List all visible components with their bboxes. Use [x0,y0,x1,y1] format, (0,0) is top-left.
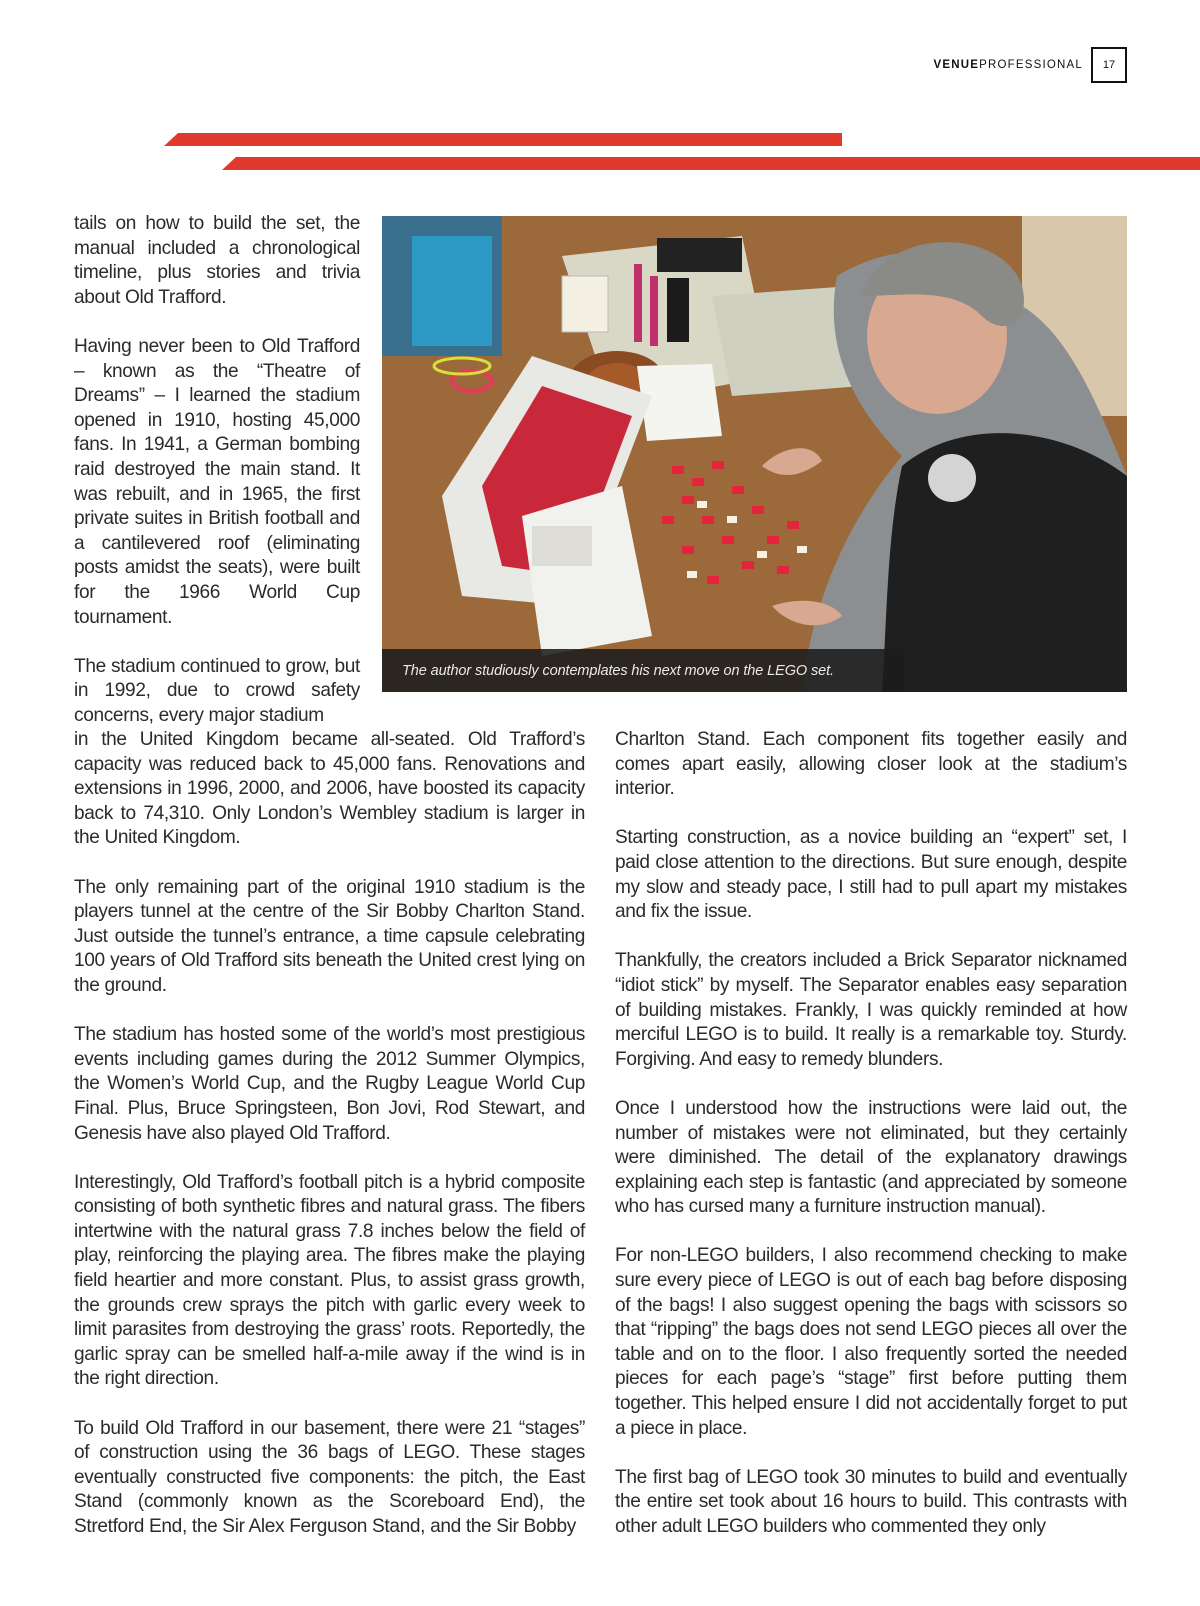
paragraph: The first bag of LEGO took 30 minutes to build and eventually the entire set took about 16 hours to build. This contrasts with other adult LEGO builders who commented they only [615,1466,1127,1537]
lego-building-photo [382,216,1127,692]
paragraph: The stadium has hosted some of the world’s most prestigious events including games during the 2012 Summer Olympics, the Women’s World Cup, and the Rugby League World Cup Final. Plus, Bruce Springsteen, Bon Jovi, Rod Stewart, and Genesis have also played Old Trafford. [74,1024,585,1144]
article-photo [382,216,1127,692]
paragraph: For non-LEGO builders, I also recommend checking to make sure every piece of LEGO is out of each bag before disposing of the bags! I also suggest opening the bags with scissors so that “ripping” the bags does not send LEGO pieces all over the table and on to the floor. I also frequently sorted the needed pieces for each page’s “stage” first before putting them together. This helped ensure I did not accidentally forget to put a piece in place. [615,1245,1127,1439]
article-column-left [74,728,585,1540]
brand-bold: VENUE [933,59,980,71]
masthead [934,47,1128,83]
decorative-stripe-top [164,133,842,146]
paragraph: Once I understood how the instructions were laid out, the number of mistakes were not eliminated, but they certainly were diminished. The detail of the explanatory drawings explaining each step is fantastic (and appreciated by someone who has cursed many a furniture instruction manual). [615,1097,1127,1218]
paragraph: Thankfully, the creators included a Brick Separator nicknamed “idiot stick” by myself. The Separator enables easy separation of building mistakes. Frankly, I was quickly reminded at how merciful LEGO is to build. It really is a remarkable toy. Sturdy. Forgiving. And easy to remedy blunders. [615,950,1127,1070]
paragraph: Charlton Stand. Each component fits together easily and comes apart easily, allowing closer look at the stadium’s interior. [615,729,1127,800]
paragraph: tails on how to build the set, the manual included a chronological timeline, plus stories and trivia about Old Trafford. [74,213,360,308]
publication-brand [934,59,1084,71]
paragraph: The stadium continued to grow, but in 1992, due to crowd safety concerns, every major stadium [74,655,360,726]
paragraph: in the United Kingdom became all-seated. Old Trafford’s capacity was reduced back to 45,000 fans. Renovations and extensions in 1996, 2000, and 2006, have boosted its capacity back to 74,310. Only London’s Wembley stadium is larger in the United Kingdom. [74,729,585,849]
paragraph: Interestingly, Old Trafford’s football pitch is a hybrid composite consisting of both synthetic fibres and natural grass. The fibers intertwine with the natural grass 7.8 inches below the field of play, reinforcing the playing area. The fibres make the playing field heartier and more constant. Plus, to assist grass growth, the grounds crew sprays the pitch with garlic every week to limit parasites from destroying the grass’ roots. Reportedly, the garlic spray can be smelled half-a-mile away if the wind is in the right direction. [74,1171,585,1390]
decorative-stripe-bottom [222,157,1200,170]
brand-light: PROFESSIONAL [979,59,1083,71]
paragraph: To build Old Trafford in our basement, there were 21 “stages” of construction using the 36 bags of LEGO. These stages eventually constructed five components: the pitch, the East Stand (commonly known as the Scoreboard End), the Stretford End, the Sir Alex Ferguson Stand, and the Sir Bobby [74,1417,585,1537]
photo-caption: The author studiously contemplates his next move on the LEGO set. [382,649,904,692]
page-number: 17 [1091,47,1127,83]
article-column-top [74,212,360,728]
paragraph: The only remaining part of the original 1910 stadium is the players tunnel at the centre of the Sir Bobby Charlton Stand. Just outside the tunnel’s entrance, a time capsule celebrating 100 years of Old Trafford sits beneath the United crest lying on the ground. [74,876,585,996]
paragraph: Starting construction, as a novice building an “expert” set, I paid close attention to the directions. But sure enough, despite my slow and steady pace, I still had to pull apart my mistakes and fix the issue. [615,827,1127,923]
article-column-right [615,728,1127,1540]
paragraph: Having never been to Old Trafford – known as the “Theatre of Dreams” – I learned the stadium opened in 1910, hosting 45,000 fans. In 1941, a German bombing raid destroyed the main stand. It was rebuilt, and in 1965, the first private suites in British football and a cantilevered roof (eliminating posts amidst the seats), were built for the 1966 World Cup tournament. [74,335,360,628]
